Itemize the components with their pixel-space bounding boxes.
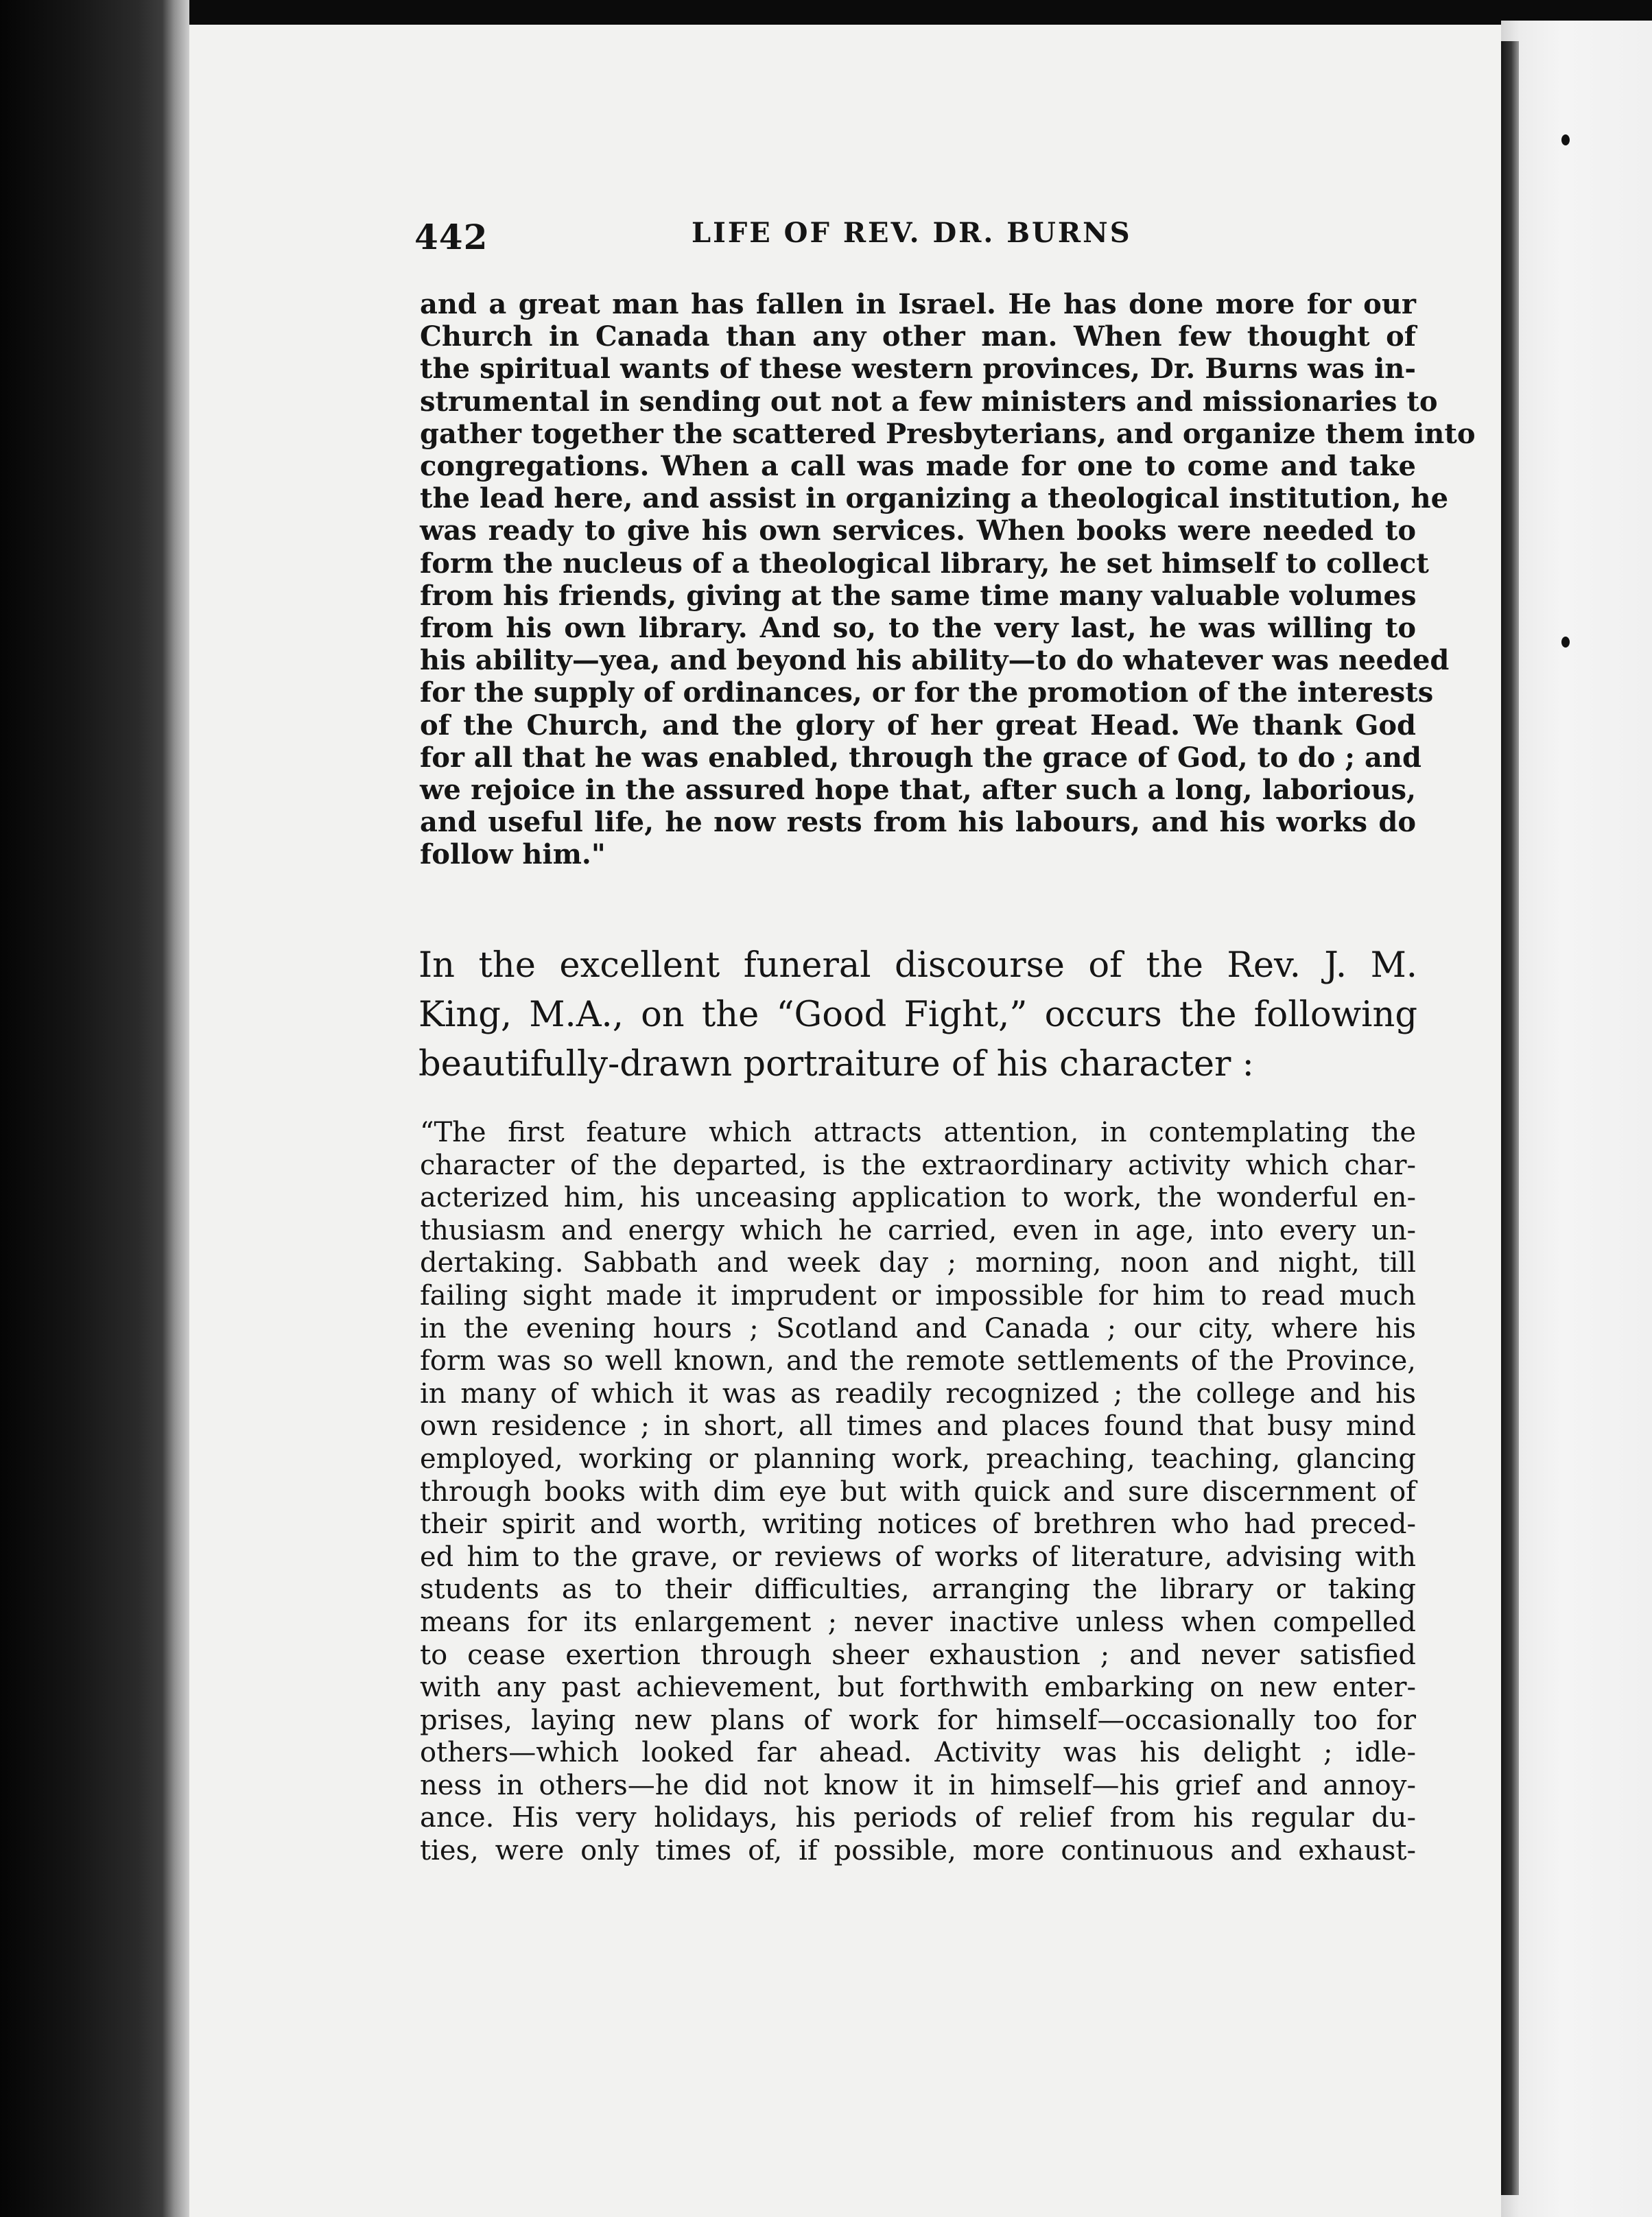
text-line: the lead here, and assist in organizing a theological institution, he bbox=[420, 482, 1449, 515]
text-line: their spirit and worth, writing notices of brethren who had preced- bbox=[420, 1508, 1416, 1541]
text-line: ness in others—he did not know it in himself—his grief and annoy- bbox=[420, 1769, 1416, 1801]
page-gutter-edge bbox=[162, 0, 189, 2217]
page-number: 442 bbox=[414, 217, 488, 257]
text-line: from his friends, giving at the same time many valuable volumes bbox=[420, 579, 1417, 612]
continued-quotation bbox=[420, 288, 1476, 871]
text-line: beautifully-drawn portraiture of his character : bbox=[418, 1044, 1254, 1084]
text-line: strumental in sending out not a few ministers and missionaries to bbox=[420, 385, 1438, 418]
text-line: thusiasm and energy which he carried, even in age, into every un- bbox=[420, 1214, 1416, 1246]
text-line: form was so well known, and the remote settlements of the Province, bbox=[420, 1345, 1416, 1377]
text-line: character of the departed, is the extraordinary activity which char- bbox=[420, 1149, 1416, 1181]
text-line: for the supply of ordinances, or for the promotion of the interests bbox=[420, 676, 1434, 709]
text-line: follow him." bbox=[420, 838, 606, 871]
text-line: and a great man has fallen in Israel. He has done more for our bbox=[420, 288, 1416, 320]
text-line: means for its enlargement ; never inactive unless when compelled bbox=[420, 1606, 1416, 1638]
text-line: in the evening hours ; Scotland and Canada ; our city, where his bbox=[420, 1312, 1416, 1344]
text-line: and useful life, he now rests from his labours, and his works do bbox=[420, 806, 1416, 839]
text-line: the spiritual wants of these western provinces, Dr. Burns was in- bbox=[420, 353, 1416, 386]
text-line: in many of which it was as readily recognized ; the college and his bbox=[420, 1377, 1416, 1410]
text-line: from his own library. And so, to the very last, he was willing to bbox=[420, 612, 1416, 645]
text-line: own residence ; in short, all times and places found that busy mind bbox=[420, 1410, 1416, 1443]
text-line: King, M.A., on the “Good Fight,” occurs the following bbox=[418, 995, 1417, 1035]
text-line: Church in Canada than any other man. When few thought of bbox=[420, 320, 1416, 353]
scan-top-border bbox=[162, 0, 1652, 25]
text-line: for all that he was enabled, through the grace of God, to do ; and bbox=[420, 741, 1421, 774]
book-spine-shadow bbox=[0, 0, 162, 2217]
page-edge-shadow bbox=[1500, 41, 1519, 2195]
text-line: prises, laying new plans of work for himself—occasionally too for bbox=[420, 1704, 1416, 1736]
text-line: ties, were only times of, if possible, more continuous and exhaust- bbox=[420, 1835, 1416, 1867]
text-line: his ability—yea, and beyond his ability—to do whatever was needed bbox=[420, 644, 1450, 677]
text-line: congregations. When a call was made for one to come and take bbox=[420, 450, 1416, 483]
text-line: was ready to give his own services. When books were needed to bbox=[420, 514, 1416, 547]
text-line: others—which looked far ahead. Activity was his delight ; idle- bbox=[420, 1737, 1416, 1769]
scan-speck bbox=[1561, 637, 1570, 648]
text-line: dertaking. Sabbath and week day ; morning, noon and night, till bbox=[420, 1247, 1416, 1279]
text-line: ed him to the grave, or reviews of works of literature, advising with bbox=[420, 1541, 1416, 1573]
text-line: acterized him, his unceasing application to work, the wonderful en- bbox=[420, 1182, 1416, 1214]
text-line: gather together the scattered Presbyterians, and organize them into bbox=[420, 417, 1476, 450]
text-line: failing sight made it imprudent or impossible for him to read much bbox=[420, 1279, 1416, 1312]
text-line: of the Church, and the glory of her great Head. We thank God bbox=[420, 709, 1416, 742]
king-quotation bbox=[420, 1117, 1416, 1868]
text-line: students as to their difficulties, arranging the library or taking bbox=[420, 1574, 1416, 1606]
text-line: In the excellent funeral discourse of the Rev. J. M. bbox=[418, 945, 1417, 986]
text-line: form the nucleus of a theological library, he set himself to collect bbox=[420, 547, 1429, 580]
text-line: we rejoice in the assured hope that, after such a long, laborious, bbox=[420, 774, 1416, 807]
running-title: LIFE OF REV. DR. BURNS bbox=[692, 217, 1132, 249]
text-line: ance. His very holidays, his periods of relief from his regular du- bbox=[420, 1802, 1416, 1834]
text-line: with any past achievement, but forthwith embarking on new enter- bbox=[420, 1672, 1416, 1704]
text-line: through books with dim eye but with quick and sure discernment of bbox=[420, 1475, 1416, 1508]
text-line: “The first feature which attracts attention, in contemplating the bbox=[420, 1117, 1416, 1148]
text-line: to cease exertion through sheer exhaustion ; and never satisfied bbox=[420, 1639, 1416, 1671]
text-line: employed, working or planning work, preaching, teaching, glancing bbox=[420, 1443, 1416, 1475]
adjacent-page-edge bbox=[1501, 21, 1652, 2217]
scan-speck bbox=[1561, 134, 1570, 145]
introductory-paragraph bbox=[418, 941, 1417, 1089]
